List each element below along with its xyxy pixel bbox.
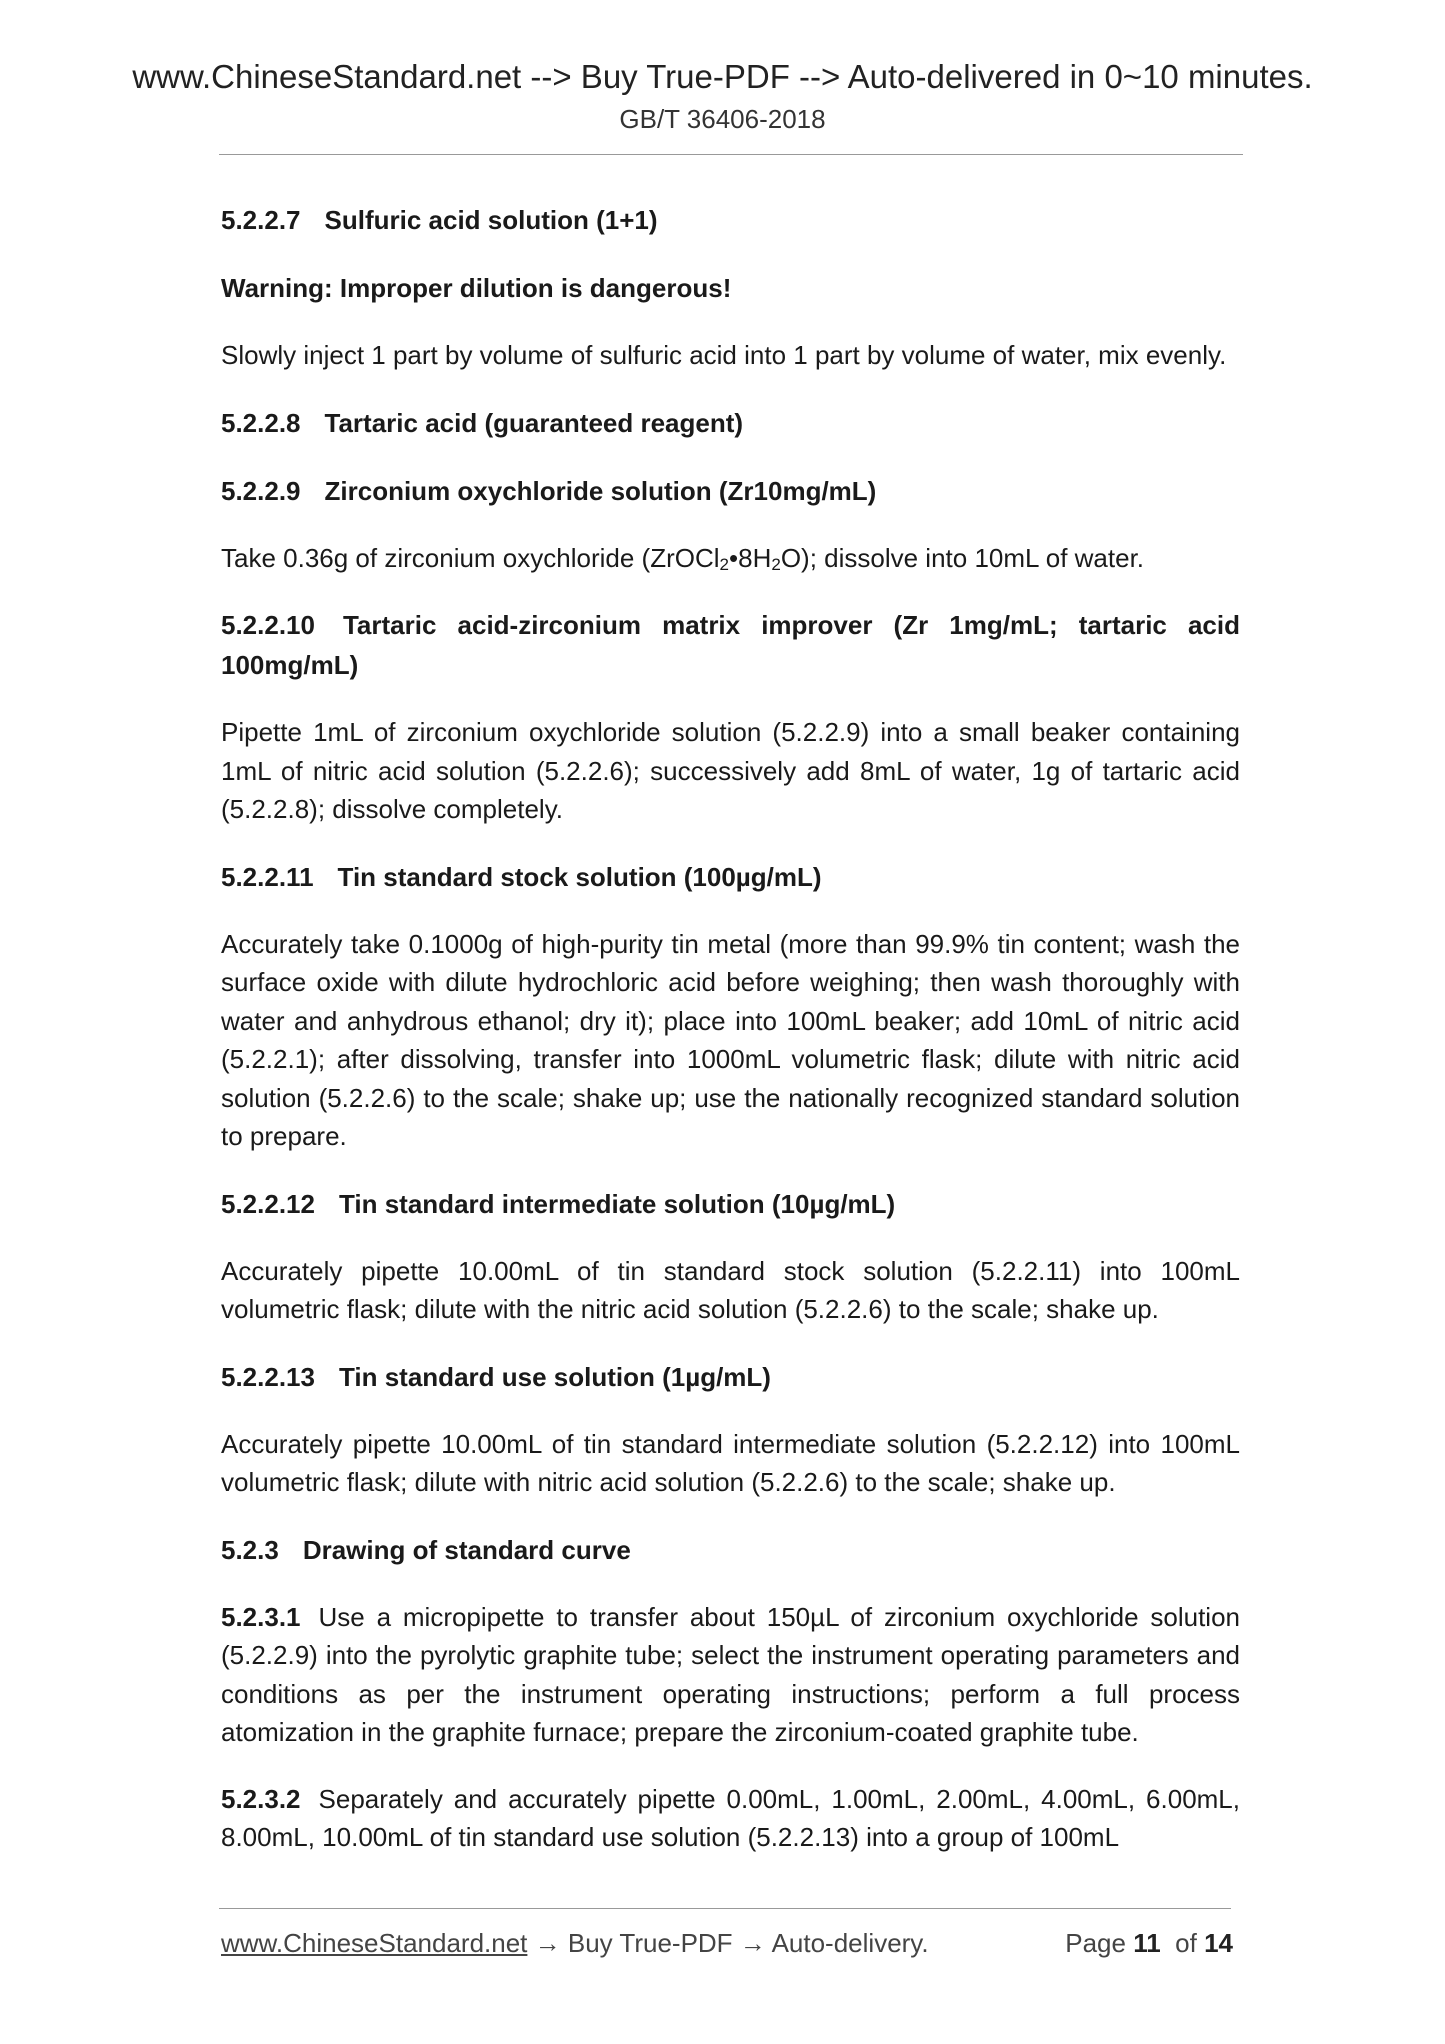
section-heading bbox=[221, 857, 1240, 897]
paragraph: Pipette 1mL of zirconium oxychloride solution (5.2.2.9) into a small beaker containing 1mL of nitric acid solution (5.2.2.6); successively add 8mL of water, 1g of tartaric acid (5.2.2.8); dissolve completely. bbox=[221, 717, 1240, 824]
page-indicator bbox=[1065, 1928, 1233, 1959]
page-number: 11 bbox=[1133, 1928, 1161, 1958]
section-heading bbox=[221, 200, 1240, 240]
clause-text: Separately and accurately pipette 0.00mL, 1.00mL, 2.00mL, 4.00mL, 6.00mL, 8.00mL, 10.00mL of tin standard use solution (5.2.2.13) into a group of 100mL bbox=[221, 1783, 1240, 1852]
page-label: Page bbox=[1065, 1928, 1126, 1958]
document-id: GB/T 36406-2018 bbox=[619, 104, 826, 134]
section-heading bbox=[221, 605, 1240, 685]
footer-tail: → Buy True-PDF → Auto-delivery. bbox=[527, 1928, 929, 1958]
section-number: 5.2.2.9 bbox=[221, 475, 301, 506]
section-title: Tin standard stock solution (100µg/mL) bbox=[337, 861, 822, 892]
section-title: Tin standard intermediate solution (10µg/mL) bbox=[338, 1188, 896, 1219]
section-heading bbox=[221, 1357, 1240, 1397]
section-number: 5.2.2.11 bbox=[221, 861, 314, 892]
paragraph bbox=[221, 1598, 1240, 1752]
text-run: •8H bbox=[729, 542, 772, 573]
clause-number: 5.2.3.1 bbox=[221, 1601, 301, 1632]
section-heading bbox=[221, 1530, 1240, 1570]
section-number: 5.2.3 bbox=[221, 1534, 279, 1565]
paragraph: Accurately pipette 10.00mL of tin standard stock solution (5.2.2.11) into 100mL volumetric flask; dilute with the nitric acid solution (5.2.2.6) to the scale; shake up. bbox=[221, 1255, 1240, 1324]
clause-text: Use a micropipette to transfer about 150µL of zirconium oxychloride solution (5.2.2.9) into the pyrolytic graphite tube; select the instrument operating parameters and conditions as per the instrument operating instructions; perform a full process atomization in the graphite furnace; prepare the zirconium-coated graphite tube. bbox=[221, 1601, 1240, 1747]
subscript: 2 bbox=[719, 554, 729, 574]
paragraph: Accurately pipette 10.00mL of tin standard intermediate solution (5.2.2.12) into 100mL volumetric flask; dilute with nitric acid solution (5.2.2.6) to the scale; shake up. bbox=[221, 1428, 1240, 1497]
section-title: Tartaric acid (guaranteed reagent) bbox=[324, 407, 744, 438]
section-number: 5.2.2.8 bbox=[221, 407, 301, 438]
section-title: Tin standard use solution (1µg/mL) bbox=[338, 1361, 771, 1392]
paragraph bbox=[221, 1780, 1240, 1857]
paragraph: Accurately take 0.1000g of high-purity tin metal (more than 99.9% tin content; wash the surface oxide with dilute hydrochloric acid before weighing; then wash thoroughly with water and anhydrous ethanol; dry it); place into 100mL beaker; add 10mL of nitric acid (5.2.2.1); after dissolving, transfer into 1000mL volumetric flask; dilute with nitric acid solution (5.2.2.6) to the scale; shake up; use the nationally recognized standard solution to prepare. bbox=[221, 928, 1240, 1151]
paragraph bbox=[221, 539, 1240, 578]
header-banner: www.ChineseStandard.net --> Buy True-PDF --> Auto-delivered in 0~10 minutes. bbox=[132, 58, 1313, 95]
section-number: 5.2.2.10 bbox=[221, 610, 315, 640]
section-title: Sulfuric acid solution (1+1) bbox=[324, 205, 658, 235]
section-heading bbox=[221, 1184, 1240, 1224]
warning-text: Warning: Improper dilution is dangerous! bbox=[221, 273, 732, 303]
clause-number: 5.2.3.2 bbox=[221, 1783, 301, 1814]
footer-divider bbox=[219, 1908, 1231, 1909]
footer-left bbox=[221, 1928, 929, 1959]
text-run: O); dissolve into 10mL of water. bbox=[780, 542, 1145, 573]
section-number: 5.2.2.7 bbox=[221, 205, 301, 235]
header-divider bbox=[219, 154, 1243, 155]
section-heading bbox=[221, 403, 1240, 443]
site-link[interactable]: www.ChineseStandard.net bbox=[221, 1928, 528, 1958]
section-heading bbox=[221, 471, 1240, 511]
section-number: 5.2.2.12 bbox=[221, 1188, 315, 1219]
section-title: Zirconium oxychloride solution (Zr10mg/mL) bbox=[324, 475, 877, 506]
page-total: 14 bbox=[1204, 1928, 1233, 1958]
text-run: Take 0.36g of zirconium oxychloride (ZrOCl bbox=[221, 542, 720, 573]
section-number: 5.2.2.13 bbox=[221, 1361, 315, 1392]
subscript: 2 bbox=[771, 554, 781, 574]
page-footer bbox=[221, 1928, 1233, 1968]
of-label: of bbox=[1175, 1928, 1197, 1958]
paragraph: Slowly inject 1 part by volume of sulfuric acid into 1 part by volume of water, mix evenly. bbox=[221, 340, 1227, 370]
section-title: Tartaric acid-zirconium matrix improver (Zr 1mg/mL; tartaric acid 100mg/mL) bbox=[221, 610, 1240, 680]
section-title: Drawing of standard curve bbox=[302, 1534, 631, 1565]
document-body bbox=[221, 200, 1240, 1885]
